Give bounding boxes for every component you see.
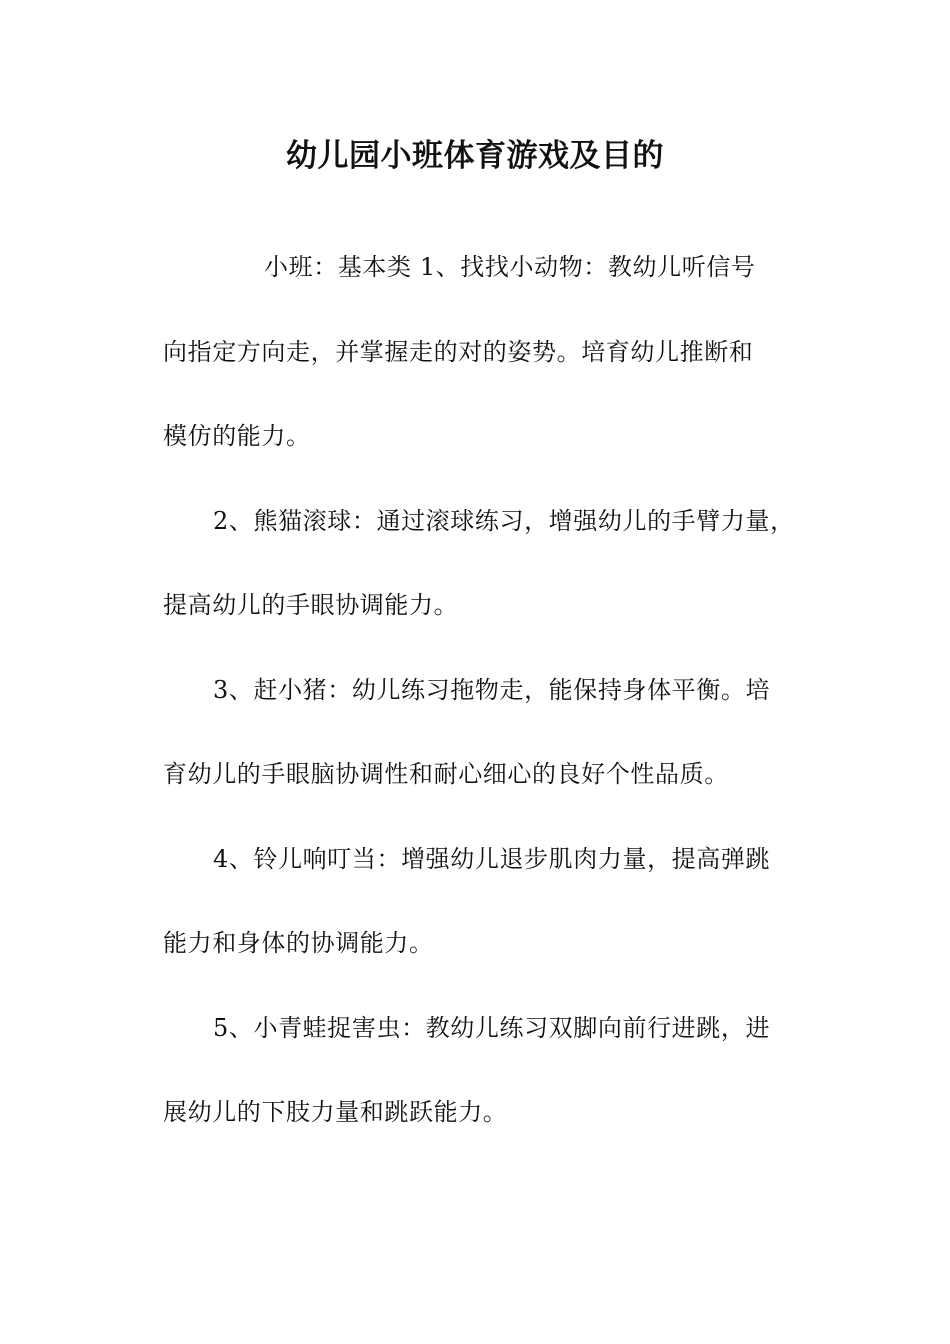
page-title: 幼儿园小班体育游戏及目的	[286, 138, 664, 174]
paragraph-5-line-2: 展幼儿的下肢力量和跳跃能力。	[163, 1098, 508, 1126]
paragraph-1-line-1: 小班：基本类 1、找找小动物：教幼儿听信号	[264, 253, 756, 281]
paragraph-5-line-1: 5、小青蛙捉害虫：教幼儿练习双脚向前行进跳，进	[213, 1014, 771, 1042]
paragraph-4-line-2: 能力和身体的协调能力。	[163, 929, 434, 957]
paragraph-4-line-1: 4、铃儿响叮当：增强幼儿退步肌肉力量，提高弹跳	[213, 845, 771, 873]
paragraph-2-line-2: 提高幼儿的手眼协调能力。	[163, 591, 459, 619]
paragraph-1-line-3: 模仿的能力。	[163, 422, 311, 450]
paragraph-3-line-2: 育幼儿的手眼脑协调性和耐心细心的良好个性品质。	[163, 760, 729, 788]
paragraph-3-line-1: 3、赶小猪：幼儿练习拖物走，能保持身体平衡。培	[213, 676, 771, 704]
paragraph-2-line-1: 2、熊猫滚球：通过滚球练习，增强幼儿的手臂力量，	[213, 507, 795, 535]
paragraph-1-line-2: 向指定方向走，并掌握走的对的姿势。培育幼儿推断和	[163, 338, 754, 366]
